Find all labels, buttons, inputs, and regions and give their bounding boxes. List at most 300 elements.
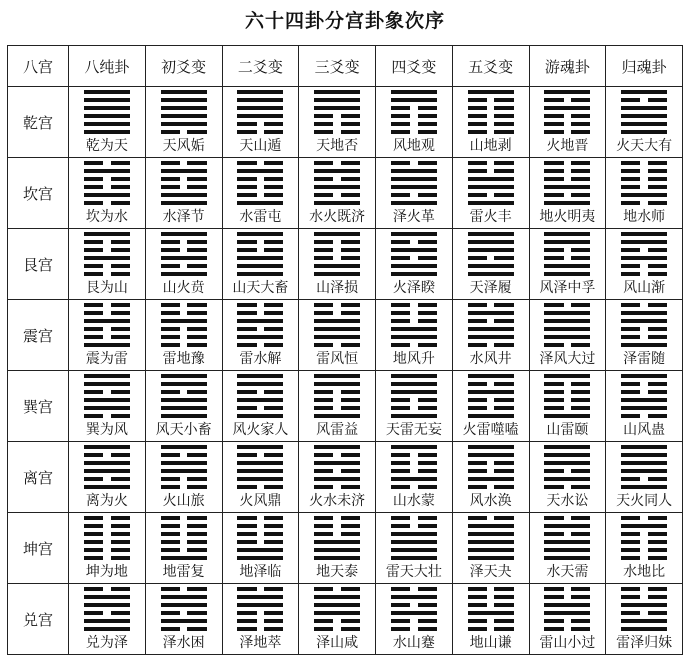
line-segment (84, 130, 130, 134)
palace-label: 兑宫 (8, 584, 69, 655)
yang-line (468, 272, 514, 276)
line-segment (111, 524, 130, 528)
line-segment (648, 248, 667, 252)
hexagram-cell-content (530, 584, 606, 654)
hexagram-name: 天雷无妄 (385, 422, 442, 438)
line-segment (468, 611, 514, 615)
line-segment (621, 406, 667, 410)
line-segment (391, 485, 410, 489)
line-segment (544, 587, 563, 591)
yin-line (391, 106, 437, 110)
hexagram-name: 水天需 (546, 564, 589, 580)
yang-line (84, 114, 130, 118)
hexagram-cell (529, 584, 606, 655)
line-segment (621, 343, 667, 347)
line-segment (621, 532, 640, 536)
hexagram-name: 水泽节 (162, 209, 205, 225)
hexagram-icon (391, 587, 437, 631)
line-segment (341, 130, 360, 134)
line-segment (341, 248, 360, 252)
yang-line (84, 595, 130, 599)
line-segment (544, 114, 563, 118)
line-segment (341, 627, 360, 631)
line-segment (84, 264, 103, 268)
line-segment (468, 343, 487, 347)
line-segment (544, 232, 590, 236)
yang-line (237, 201, 283, 205)
line-segment (571, 248, 590, 252)
yang-line (161, 382, 207, 386)
line-segment (264, 311, 283, 315)
line-segment (187, 453, 206, 457)
palace-label: 坤宫 (8, 513, 69, 584)
line-segment (418, 516, 437, 520)
line-segment (418, 106, 437, 110)
yang-line (391, 540, 437, 544)
yang-line (237, 335, 283, 339)
line-segment (161, 414, 207, 418)
hexagram-name: 泽雷随 (623, 351, 666, 367)
hexagram-name: 山天大畜 (232, 280, 289, 296)
hexagram-icon (161, 232, 207, 276)
line-segment (468, 382, 487, 386)
hexagram-cell-content (530, 442, 606, 512)
yang-line (468, 390, 514, 394)
yin-line (544, 114, 590, 118)
yin-line (314, 130, 360, 134)
yang-line (391, 382, 437, 386)
line-segment (187, 327, 206, 331)
line-segment (418, 303, 437, 307)
yang-line (468, 477, 514, 481)
line-segment (111, 240, 130, 244)
yin-line (391, 524, 437, 528)
hexagram-icon (237, 90, 283, 134)
yang-line (544, 106, 590, 110)
line-segment (237, 398, 283, 402)
line-segment (391, 319, 410, 323)
hexagram-cell-content (299, 442, 375, 512)
line-segment (621, 619, 667, 623)
line-segment (544, 98, 563, 102)
yin-line (161, 548, 207, 552)
yang-line (391, 611, 437, 615)
hexagram-name: 风火家人 (232, 422, 289, 438)
hexagram-cell-content (69, 87, 145, 157)
yin-line (84, 477, 130, 481)
line-segment (84, 516, 103, 520)
hexagram-cell-content (69, 513, 145, 583)
hexagram-icon (161, 374, 207, 418)
yang-line (544, 524, 590, 528)
hexagram-cell-content (453, 300, 529, 370)
yang-line (161, 603, 207, 607)
hexagram-cell (145, 158, 222, 229)
yang-line (468, 264, 514, 268)
hexagram-cell-content (69, 371, 145, 441)
yang-line (237, 556, 283, 560)
line-segment (237, 185, 256, 189)
line-segment (544, 335, 590, 339)
yin-line (237, 485, 283, 489)
yin-line (237, 390, 283, 394)
line-segment (544, 319, 590, 323)
hexagram-name: 风泽中孚 (539, 280, 596, 296)
yang-line (391, 177, 437, 181)
line-segment (468, 485, 487, 489)
line-segment (341, 161, 360, 165)
yin-line (468, 122, 514, 126)
line-segment (264, 390, 283, 394)
yin-line (314, 311, 360, 315)
yang-line (468, 374, 514, 378)
line-segment (187, 185, 206, 189)
yang-line (544, 311, 590, 315)
line-segment (84, 382, 130, 386)
hexagram-name: 地雷复 (162, 564, 205, 580)
line-segment (111, 453, 130, 457)
line-segment (418, 453, 437, 457)
line-segment (187, 248, 206, 252)
yang-line (468, 201, 514, 205)
line-segment (494, 122, 513, 126)
yin-line (468, 406, 514, 410)
line-segment (314, 303, 333, 307)
yin-line (468, 256, 514, 260)
line-segment (84, 390, 103, 394)
line-segment (418, 406, 437, 410)
line-segment (468, 272, 514, 276)
line-segment (621, 185, 640, 189)
line-segment (161, 319, 207, 323)
line-segment (571, 595, 590, 599)
line-segment (468, 587, 487, 591)
hexagram-name: 天山遁 (239, 138, 282, 154)
yang-line (468, 453, 514, 457)
hexagram-icon (237, 303, 283, 347)
yang-line (391, 248, 437, 252)
line-segment (468, 406, 487, 410)
hexagram-cell-content (146, 229, 222, 299)
table-row (8, 371, 683, 442)
hexagram-name: 泽山咸 (316, 635, 359, 651)
yang-line (314, 335, 360, 339)
yin-line (161, 311, 207, 315)
line-segment (621, 524, 667, 528)
yin-line (544, 619, 590, 623)
yin-line (314, 122, 360, 126)
line-segment (161, 327, 180, 331)
hexagram-icon (621, 303, 667, 347)
line-segment (341, 311, 360, 315)
hexagram-cell-content (69, 300, 145, 370)
line-segment (264, 161, 283, 165)
hexagram-cell (69, 584, 146, 655)
yin-line (161, 185, 207, 189)
line-segment (111, 611, 130, 615)
hexagram-name: 风天小畜 (155, 422, 212, 438)
line-segment (161, 106, 207, 110)
yang-line (84, 319, 130, 323)
yin-line (84, 414, 130, 418)
line-segment (161, 343, 180, 347)
line-segment (314, 335, 360, 339)
yin-line (314, 406, 360, 410)
line-segment (314, 587, 333, 591)
hexagram-cell (222, 371, 299, 442)
yin-line (84, 556, 130, 560)
line-segment (264, 611, 283, 615)
line-segment (648, 532, 667, 536)
yin-line (84, 611, 130, 615)
line-segment (391, 177, 437, 181)
line-segment (161, 161, 180, 165)
line-segment (648, 169, 667, 173)
hexagram-icon (314, 90, 360, 134)
line-segment (264, 524, 283, 528)
line-segment (621, 603, 667, 607)
yang-line (314, 603, 360, 607)
hexagram-icon (314, 516, 360, 560)
yin-line (84, 303, 130, 307)
line-segment (314, 232, 360, 236)
hexagram-cell (299, 584, 376, 655)
line-segment (418, 485, 437, 489)
line-segment (648, 540, 667, 544)
line-segment (264, 627, 283, 631)
yin-line (391, 343, 437, 347)
line-segment (544, 603, 590, 607)
yin-line (544, 169, 590, 173)
yin-line (84, 548, 130, 552)
line-segment (341, 469, 360, 473)
line-segment (237, 272, 283, 276)
yin-line (544, 382, 590, 386)
hexagram-cell (452, 158, 529, 229)
line-segment (111, 177, 130, 181)
line-segment (187, 587, 206, 591)
line-segment (161, 382, 207, 386)
line-segment (468, 303, 487, 307)
yang-line (468, 540, 514, 544)
yang-line (161, 90, 207, 94)
yin-line (84, 161, 130, 165)
hexagram-cell-content (376, 229, 452, 299)
line-segment (264, 248, 283, 252)
line-segment (264, 453, 283, 457)
line-segment (468, 232, 514, 236)
line-segment (237, 461, 283, 465)
line-segment (314, 627, 333, 631)
yin-line (314, 193, 360, 197)
line-segment (264, 122, 283, 126)
yin-line (314, 161, 360, 165)
line-segment (391, 524, 410, 528)
line-segment (468, 98, 487, 102)
yin-line (314, 343, 360, 347)
hexagram-name: 雷山小过 (539, 635, 596, 651)
yin-line (314, 485, 360, 489)
line-segment (571, 343, 590, 347)
line-segment (468, 548, 514, 552)
line-segment (418, 122, 437, 126)
line-segment (237, 627, 256, 631)
line-segment (621, 256, 667, 260)
line-segment (341, 303, 360, 307)
line-segment (468, 619, 487, 623)
yang-line (468, 248, 514, 252)
hexagram-icon (621, 161, 667, 205)
line-segment (111, 264, 130, 268)
line-segment (314, 414, 360, 418)
line-segment (111, 516, 130, 520)
line-segment (314, 540, 360, 544)
hexagram-name: 泽水困 (162, 635, 205, 651)
line-segment (161, 524, 180, 528)
yang-line (314, 374, 360, 378)
yin-line (161, 264, 207, 268)
yang-line (314, 319, 360, 323)
line-segment (391, 461, 410, 465)
line-segment (314, 185, 360, 189)
hexagram-icon (468, 445, 514, 489)
line-segment (264, 540, 283, 544)
line-segment (571, 587, 590, 591)
hexagram-name: 火天大有 (616, 138, 673, 154)
line-segment (314, 390, 333, 394)
line-segment (544, 177, 563, 181)
line-segment (468, 319, 487, 323)
hexagram-name: 地水师 (623, 209, 666, 225)
line-segment (621, 161, 640, 165)
yang-line (314, 548, 360, 552)
line-segment (341, 516, 360, 520)
line-segment (84, 587, 103, 591)
line-segment (341, 343, 360, 347)
hexagram-icon (84, 445, 130, 489)
line-segment (494, 114, 513, 118)
line-segment (341, 587, 360, 591)
hexagram-name: 火水未济 (309, 493, 366, 509)
yang-line (391, 477, 437, 481)
line-segment (187, 611, 206, 615)
line-segment (621, 548, 640, 552)
line-segment (187, 485, 206, 489)
yang-line (84, 469, 130, 473)
yang-line (468, 232, 514, 236)
yang-line (621, 232, 667, 236)
yang-line (161, 106, 207, 110)
yin-line (161, 335, 207, 339)
line-segment (544, 548, 590, 552)
line-segment (621, 248, 640, 252)
hexagram-name: 风地观 (392, 138, 435, 154)
line-segment (161, 548, 180, 552)
yang-line (391, 335, 437, 339)
hexagram-icon (468, 516, 514, 560)
line-segment (571, 98, 590, 102)
hexagram-cell-content (223, 584, 299, 654)
hexagram-cell (299, 513, 376, 584)
hexagram-cell (299, 229, 376, 300)
line-segment (314, 122, 333, 126)
yang-line (314, 185, 360, 189)
yin-line (237, 343, 283, 347)
line-segment (341, 193, 360, 197)
line-segment (84, 256, 130, 260)
line-segment (571, 390, 590, 394)
hexagram-cell (606, 584, 683, 655)
palace-label: 离宫 (8, 442, 69, 513)
hexagram-cell-content (299, 584, 375, 654)
hexagram-name: 山风蛊 (623, 422, 666, 438)
line-segment (161, 556, 207, 560)
hexagram-icon (161, 587, 207, 631)
yang-line (314, 98, 360, 102)
yang-line (468, 335, 514, 339)
line-segment (544, 540, 590, 544)
yin-line (468, 398, 514, 402)
hexagram-icon (161, 161, 207, 205)
yang-line (621, 524, 667, 528)
yang-line (84, 343, 130, 347)
line-segment (391, 248, 437, 252)
yin-line (621, 477, 667, 481)
hexagram-cell-content (530, 300, 606, 370)
yin-line (468, 619, 514, 623)
yin-line (314, 114, 360, 118)
yang-line (544, 232, 590, 236)
line-segment (237, 327, 256, 331)
line-segment (314, 453, 333, 457)
hexagram-icon (544, 516, 590, 560)
hexagram-cell-content (606, 584, 682, 654)
yin-line (314, 516, 360, 520)
hexagram-icon (621, 587, 667, 631)
yang-line (314, 264, 360, 268)
hexagram-cell (452, 300, 529, 371)
yang-line (621, 319, 667, 323)
line-segment (621, 193, 667, 197)
line-segment (621, 232, 667, 236)
hexagram-name: 雷风恒 (316, 351, 359, 367)
line-segment (648, 185, 667, 189)
yin-line (84, 532, 130, 536)
line-segment (621, 382, 640, 386)
line-segment (314, 114, 333, 118)
yang-line (544, 335, 590, 339)
yin-line (314, 453, 360, 457)
line-segment (237, 311, 256, 315)
hexagram-cell (222, 87, 299, 158)
hexagram-cell-content (606, 229, 682, 299)
line-segment (84, 414, 103, 418)
line-segment (648, 264, 667, 268)
hexagram-cell (529, 300, 606, 371)
yang-line (391, 232, 437, 236)
line-segment (84, 319, 130, 323)
yin-line (621, 335, 667, 339)
line-segment (571, 161, 590, 165)
line-segment (621, 90, 667, 94)
yang-line (237, 106, 283, 110)
line-segment (237, 540, 256, 544)
line-segment (494, 130, 513, 134)
line-segment (621, 485, 667, 489)
line-segment (648, 335, 667, 339)
hexagram-cell-content (69, 584, 145, 654)
line-segment (111, 327, 130, 331)
